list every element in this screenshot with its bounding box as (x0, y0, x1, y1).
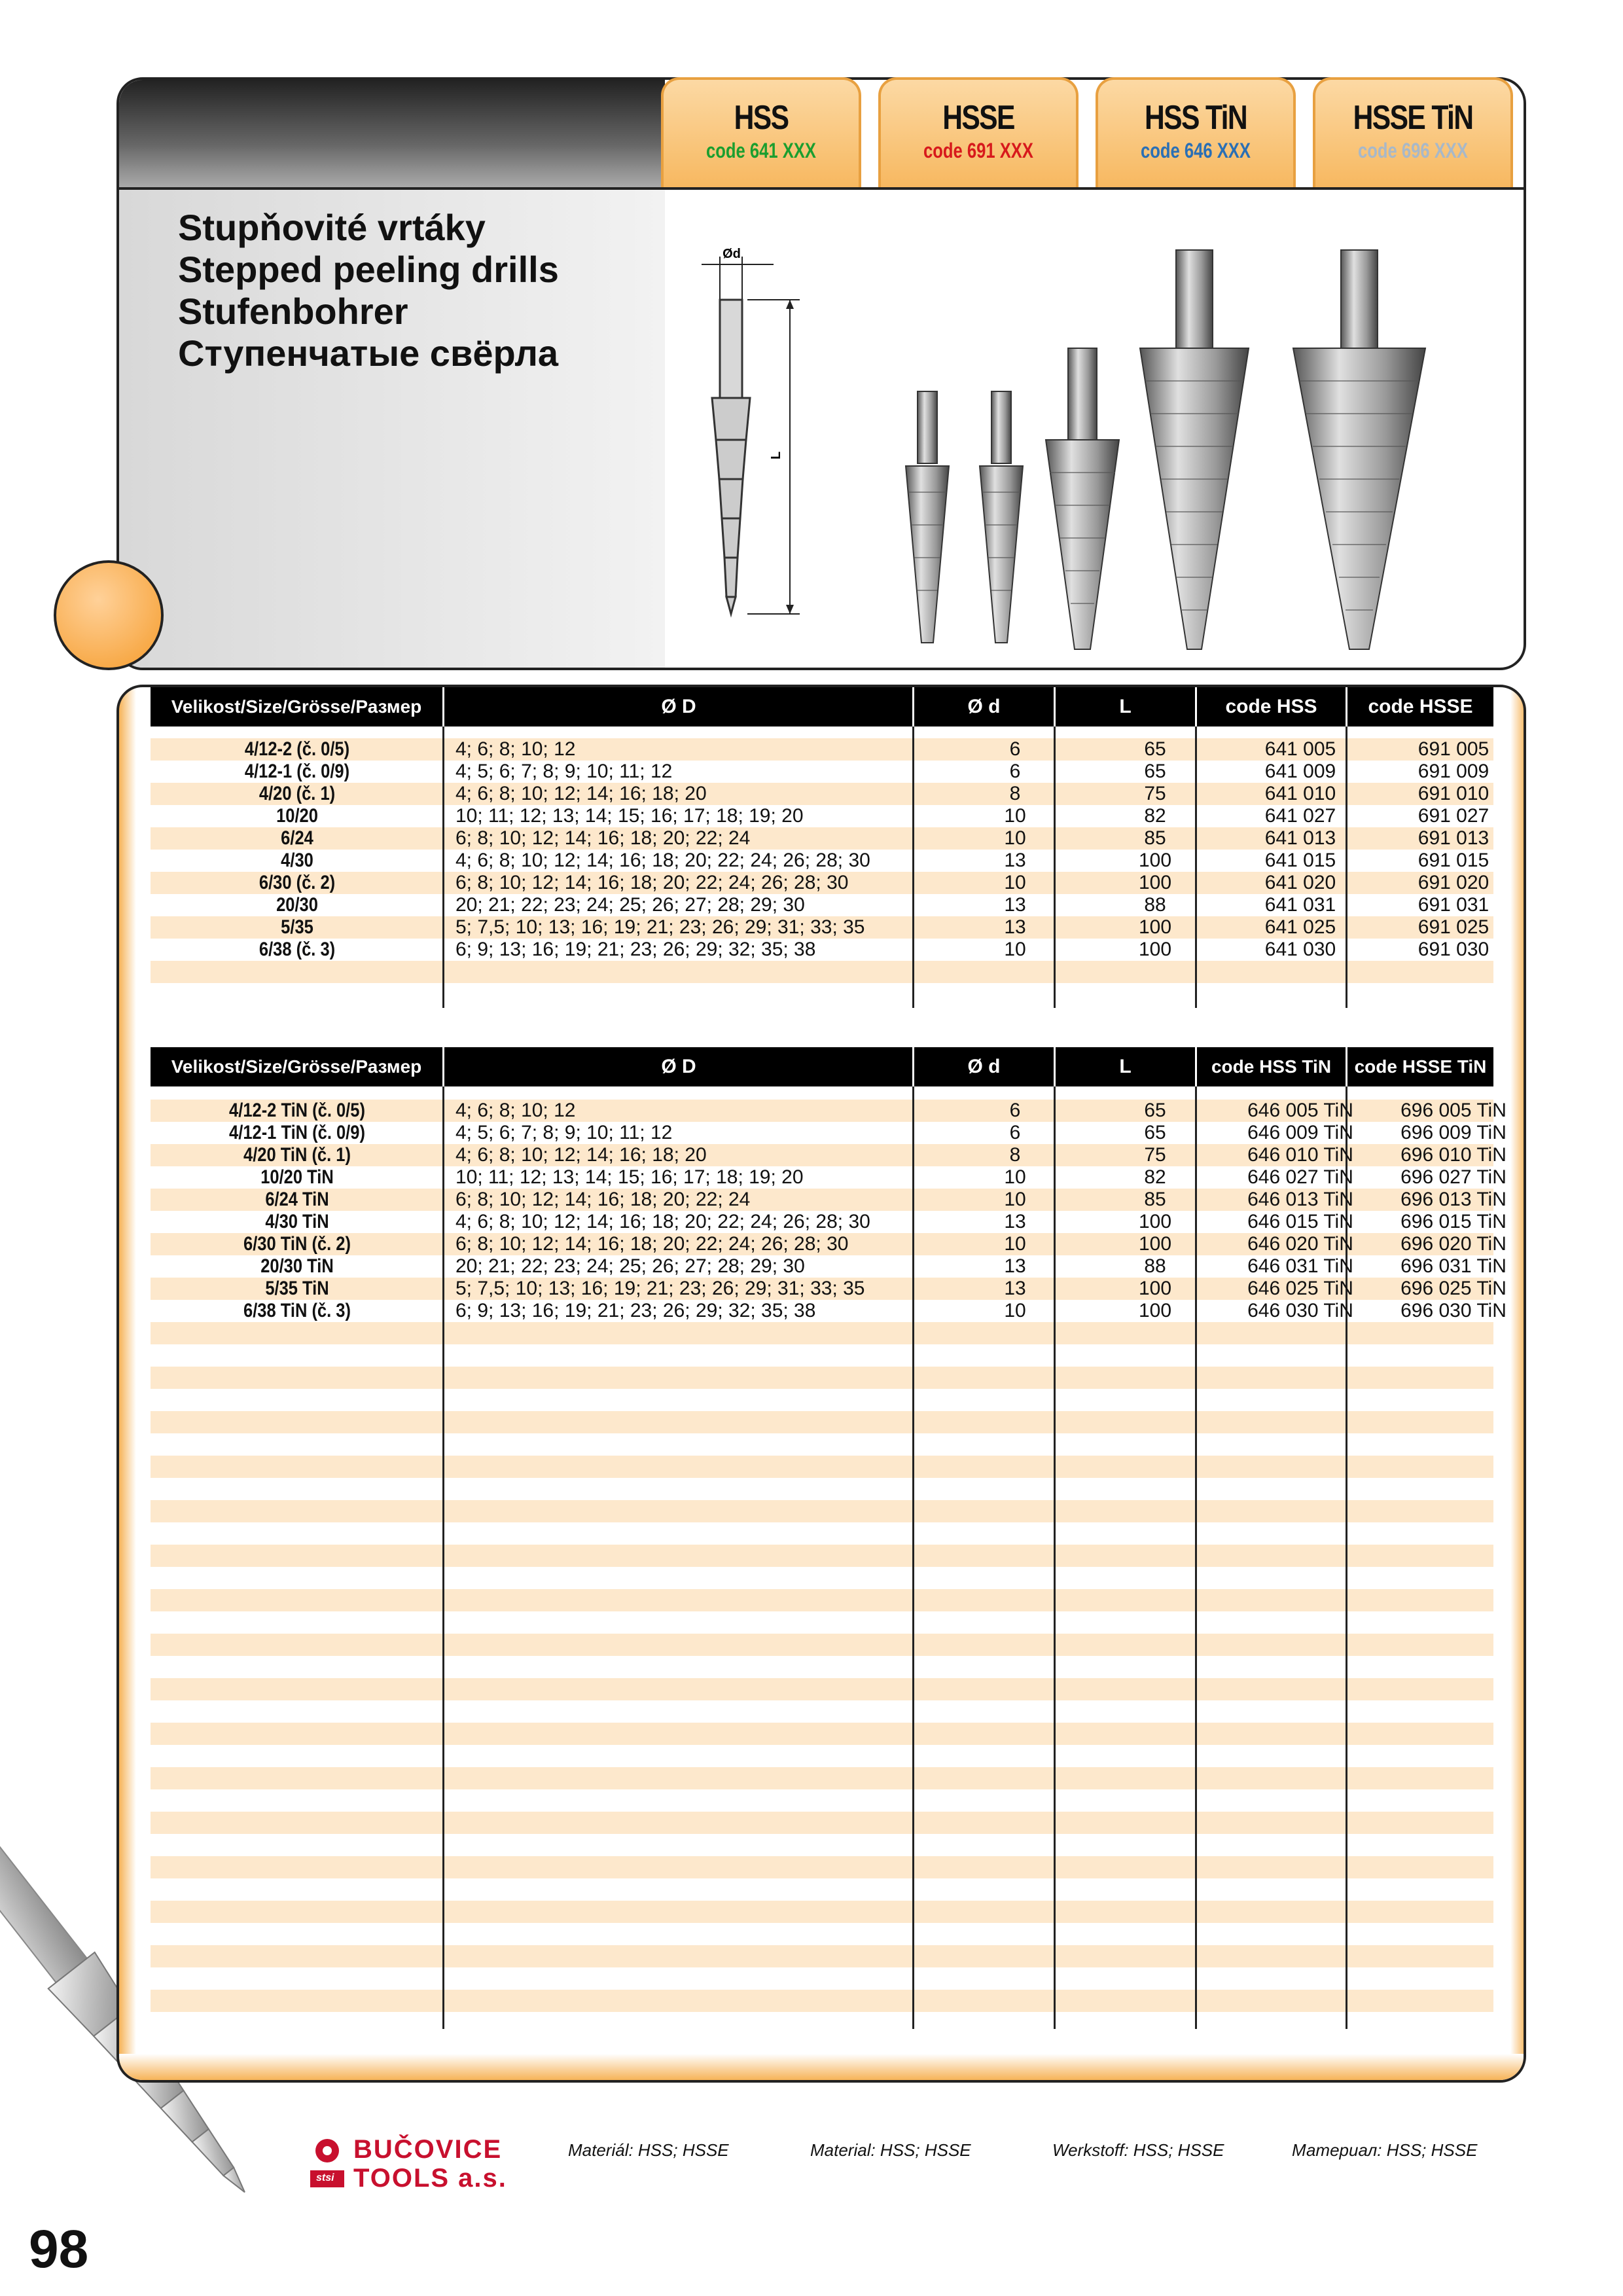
cell-size: 6/30 (č. 2) (259, 872, 336, 893)
orange-circle-marker (54, 560, 164, 670)
table-row (151, 1233, 1507, 1255)
cell-code2: 696 031 TiN (1400, 1255, 1507, 1277)
cell-L: 65 (1144, 1122, 1166, 1143)
table-row (151, 805, 1493, 827)
tab-hsse-tin (1313, 77, 1513, 187)
table-row (151, 1189, 1507, 1211)
cell-d: 10 (1004, 872, 1026, 893)
cell-size: 10/20 TiN (260, 1166, 334, 1188)
stripe-row (151, 1834, 1493, 1856)
cell-D: 4; 6; 8; 10; 12; 14; 16; 18; 20; 22; 24; 26; 28; 30 (455, 850, 870, 871)
cell-D: 6; 9; 13; 16; 19; 21; 23; 26; 29; 32; 35; 38 (455, 1300, 816, 1321)
cell-size: 5/35 TiN (265, 1278, 329, 1299)
table2-header-D: Ø D (661, 1056, 696, 1077)
cell-D: 4; 6; 8; 10; 12 (455, 738, 576, 760)
stripe-row (151, 1901, 1493, 1923)
cell-code1: 641 027 (1264, 805, 1336, 827)
cell-code2: 691 020 (1418, 872, 1489, 893)
cell-L: 65 (1144, 738, 1166, 760)
cell-D: 4; 6; 8; 10; 12 (455, 1100, 576, 1121)
cell-size: 6/24 (281, 827, 313, 849)
table-row (151, 939, 1493, 961)
stripe-row (151, 1945, 1493, 1967)
cell-d: 13 (1004, 894, 1026, 916)
cell-L: 75 (1144, 783, 1166, 804)
cell-size: 4/20 TiN (č. 1) (243, 1144, 351, 1166)
cell-code2: 696 013 TiN (1400, 1189, 1507, 1210)
cell-d: 8 (1009, 1144, 1021, 1166)
table-row (151, 1255, 1507, 1278)
table2-header-L: L (1119, 1056, 1132, 1077)
cell-D: 5; 7,5; 10; 13; 16; 19; 21; 23; 26; 29; 31; 33; 35 (455, 916, 865, 938)
stripe-row (151, 1500, 1493, 1522)
cell-code2: 691 015 (1418, 850, 1489, 871)
dim-d-label: Ød (722, 247, 741, 261)
stripe-row (151, 1322, 1493, 1344)
page-title (178, 207, 559, 374)
cell-D: 20; 21; 22; 23; 24; 25; 26; 27; 28; 29; 30 (455, 1255, 805, 1277)
cell-d: 10 (1004, 1233, 1026, 1255)
tab-hss-label: HSS (734, 99, 789, 137)
drill-5-icon (1293, 250, 1425, 649)
table-row (151, 1144, 1507, 1166)
cell-size: 4/30 TiN (265, 1211, 329, 1232)
cell-d: 10 (1004, 805, 1026, 827)
table-row (151, 1122, 1507, 1144)
table-row (151, 761, 1493, 783)
cell-code1: 641 005 (1264, 738, 1336, 760)
table1-header-D: Ø D (661, 696, 696, 717)
cell-L: 65 (1144, 1100, 1166, 1121)
stripe-row (151, 1856, 1493, 1878)
stripe-row (151, 1990, 1493, 2012)
stripe-row (151, 1878, 1493, 1901)
cell-code2: 696 010 TiN (1400, 1144, 1507, 1166)
cell-L: 100 (1138, 872, 1172, 893)
table-row (151, 1100, 1507, 1122)
cell-code1: 646 010 TiN (1247, 1144, 1353, 1166)
cell-code2: 691 027 (1418, 805, 1489, 827)
tab-hss-tin-code: code 646 XXX (1141, 139, 1251, 162)
cell-L: 82 (1144, 805, 1166, 827)
cell-d: 13 (1004, 1255, 1026, 1277)
title-russian: Ступенчатые свёрла (178, 332, 559, 374)
table1-header-code1: code HSS (1225, 696, 1317, 717)
tab-hsse-label: HSSE (942, 99, 1014, 137)
cell-D: 4; 6; 8; 10; 12; 14; 16; 18; 20 (455, 783, 707, 804)
cell-code1: 641 009 (1264, 761, 1336, 782)
stripe-row (151, 1589, 1493, 1611)
stripe-row (151, 1567, 1493, 1589)
cell-L: 100 (1138, 939, 1172, 960)
cell-D: 6; 8; 10; 12; 14; 16; 18; 20; 22; 24 (455, 1189, 751, 1210)
table-row (151, 1166, 1507, 1189)
cell-d: 10 (1004, 1300, 1026, 1321)
cell-d: 10 (1004, 1189, 1026, 1210)
table1-header-d: Ø d (967, 696, 1001, 717)
cell-code2: 691 025 (1418, 916, 1489, 938)
stripe-row (151, 1967, 1493, 1990)
table-row (151, 1211, 1507, 1233)
cell-size: 4/12-2 TiN (č. 0/5) (229, 1100, 365, 1121)
cell-D: 6; 8; 10; 12; 14; 16; 18; 20; 22; 24 (455, 827, 751, 849)
stripe-row (151, 1745, 1493, 1767)
cell-L: 88 (1144, 1255, 1166, 1277)
cell-d: 13 (1004, 1278, 1026, 1299)
cell-size: 6/38 (č. 3) (259, 939, 336, 960)
cell-L: 100 (1138, 1300, 1172, 1321)
brand-line2: TOOLS a.s. (353, 2164, 507, 2193)
stripe-row (151, 1411, 1493, 1433)
cell-size: 4/12-1 (č. 0/9) (244, 761, 350, 782)
cell-L: 100 (1138, 916, 1172, 938)
cell-d: 6 (1009, 1100, 1021, 1121)
cell-L: 100 (1138, 850, 1172, 871)
cell-d: 10 (1004, 1166, 1026, 1188)
cell-code2: 696 027 TiN (1400, 1166, 1507, 1188)
cell-code1: 646 005 TiN (1247, 1100, 1353, 1121)
stripe-row (151, 1634, 1493, 1656)
cell-code1: 641 020 (1264, 872, 1336, 893)
cell-d: 8 (1009, 783, 1021, 804)
cell-D: 6; 9; 13; 16; 19; 21; 23; 26; 29; 32; 35; 38 (455, 939, 816, 960)
cell-d: 6 (1009, 738, 1021, 760)
table1-header-code2: code HSSE (1368, 696, 1473, 717)
stripe-row (151, 1433, 1493, 1456)
stripe-row (151, 1522, 1493, 1545)
table-row (151, 738, 1493, 761)
header-dark-band (119, 80, 665, 187)
cell-code2: 696 015 TiN (1400, 1211, 1507, 1232)
tab-hsse-tin-code: code 696 XXX (1358, 139, 1468, 162)
cell-L: 88 (1144, 894, 1166, 916)
stripe-row (151, 2012, 1493, 2034)
cell-size: 10/20 (276, 805, 318, 827)
stripe-row (151, 1367, 1493, 1389)
drill-4-icon (1140, 250, 1249, 649)
table-row (151, 850, 1493, 872)
cell-L: 100 (1138, 1233, 1172, 1255)
cell-L: 82 (1144, 1166, 1166, 1188)
table2-header-size: Velikost/Size/Grösse/Размер (171, 1056, 422, 1077)
drill-2-icon (980, 391, 1023, 643)
stripe-row (151, 1812, 1493, 1834)
table1-header (151, 687, 1493, 726)
stripe-row (151, 1923, 1493, 1945)
table-row (151, 872, 1493, 894)
stripe-row (151, 1344, 1493, 1367)
stripe-row (151, 1678, 1493, 1700)
cell-D: 4; 5; 6; 7; 8; 9; 10; 11; 12 (455, 1122, 673, 1143)
cell-d: 13 (1004, 916, 1026, 938)
tab-hss (661, 77, 861, 187)
cell-code1: 646 020 TiN (1247, 1233, 1353, 1255)
cell-D: 4; 5; 6; 7; 8; 9; 10; 11; 12 (455, 761, 673, 782)
stripe-row (151, 1656, 1493, 1678)
table-row (151, 1300, 1507, 1322)
brand-mark: stsi (316, 2172, 334, 2183)
tables-panel (116, 685, 1526, 2083)
cell-code2: 691 013 (1418, 827, 1489, 849)
cell-code1: 646 013 TiN (1247, 1189, 1353, 1210)
tab-hss-tin-label: HSS TiN (1145, 99, 1247, 137)
table1-body (151, 738, 1493, 961)
table2-header-d: Ø d (967, 1056, 1001, 1077)
cell-D: 10; 11; 12; 13; 14; 15; 16; 17; 18; 19; 20 (455, 1166, 804, 1188)
cell-d: 10 (1004, 827, 1026, 849)
cell-D: 6; 8; 10; 12; 14; 16; 18; 20; 22; 24; 26; 28; 30 (455, 872, 849, 893)
stripe-row (151, 1389, 1493, 1411)
cell-L: 100 (1138, 1278, 1172, 1299)
cell-code1: 641 030 (1264, 939, 1336, 960)
cell-d: 10 (1004, 939, 1026, 960)
stripe-row (151, 1611, 1493, 1634)
stripe-row (151, 1456, 1493, 1478)
cell-d: 6 (1009, 761, 1021, 782)
tab-hsse (878, 77, 1079, 187)
dim-L-label: L (769, 451, 783, 459)
cell-code1: 641 010 (1264, 783, 1336, 804)
tab-hss-tin (1096, 77, 1296, 187)
cell-code1: 646 015 TiN (1247, 1211, 1353, 1232)
stripe-row (151, 1767, 1493, 1789)
cell-size: 6/38 TiN (č. 3) (243, 1300, 351, 1321)
table2-header (151, 1047, 1493, 1086)
cell-code1: 646 027 TiN (1247, 1166, 1353, 1188)
cell-D: 20; 21; 22; 23; 24; 25; 26; 27; 28; 29; 30 (455, 894, 805, 916)
cell-code2: 696 025 TiN (1400, 1278, 1507, 1299)
cell-code2: 691 010 (1418, 783, 1489, 804)
cell-size: 4/20 (č. 1) (259, 783, 336, 804)
cell-size: 4/12-2 (č. 0/5) (244, 738, 350, 760)
cell-code1: 641 015 (1264, 850, 1336, 871)
stripe-row (151, 1700, 1493, 1723)
cell-code1: 641 013 (1264, 827, 1336, 849)
cell-D: 10; 11; 12; 13; 14; 15; 16; 17; 18; 19; 20 (455, 805, 804, 827)
table1-header-size: Velikost/Size/Grösse/Размер (171, 696, 422, 717)
panel-bottom-gradient (119, 2054, 1526, 2080)
tab-hsse-code: code 691 XXX (923, 139, 1033, 162)
cell-size: 4/12-1 TiN (č. 0/9) (229, 1122, 365, 1143)
cell-code1: 646 025 TiN (1247, 1278, 1353, 1299)
table-row (151, 827, 1493, 850)
cell-L: 85 (1144, 1189, 1166, 1210)
cell-size: 4/30 (281, 850, 313, 871)
material-ru: Материал: HSS; HSSE (1292, 2140, 1478, 2160)
cell-L: 85 (1144, 827, 1166, 849)
cell-L: 100 (1138, 1211, 1172, 1232)
page-number: 98 (29, 2219, 89, 2279)
cell-D: 4; 6; 8; 10; 12; 14; 16; 18; 20 (455, 1144, 707, 1166)
gear-logo-icon (308, 2135, 347, 2194)
table2-header-code1: code HSS TiN (1211, 1056, 1332, 1077)
cell-code2: 696 005 TiN (1400, 1100, 1507, 1121)
material-en: Material: HSS; HSSE (810, 2140, 971, 2160)
cell-code1: 641 031 (1264, 894, 1336, 916)
cell-code1: 641 025 (1264, 916, 1336, 938)
cell-D: 6; 8; 10; 12; 14; 16; 18; 20; 22; 24; 26; 28; 30 (455, 1233, 849, 1255)
stripe-row (151, 1478, 1493, 1500)
cell-d: 13 (1004, 1211, 1026, 1232)
tab-hsse-tin-label: HSSE TiN (1353, 99, 1473, 137)
table-row (151, 894, 1493, 916)
table-row (151, 1278, 1507, 1300)
table-row (151, 783, 1493, 805)
cell-code2: 691 030 (1418, 939, 1489, 960)
cell-code2: 696 030 TiN (1400, 1300, 1507, 1321)
title-german: Stufenbohrer (178, 291, 408, 332)
cell-size: 5/35 (281, 916, 313, 938)
cell-L: 75 (1144, 1144, 1166, 1166)
cell-size: 6/24 TiN (265, 1189, 329, 1210)
material-de: Werkstoff: HSS; HSSE (1052, 2140, 1224, 2160)
table-row (151, 916, 1493, 939)
drill-1-icon (906, 391, 949, 643)
cell-d: 13 (1004, 850, 1026, 871)
cell-code2: 696 009 TiN (1400, 1122, 1507, 1143)
stripe-row (151, 983, 1493, 1005)
cell-code1: 646 030 TiN (1247, 1300, 1353, 1321)
table2-body (151, 1100, 1507, 1322)
cell-code1: 646 031 TiN (1247, 1255, 1353, 1277)
cell-code1: 646 009 TiN (1247, 1122, 1353, 1143)
title-czech: Stupňovité vrtáky (178, 207, 486, 248)
stripe-row (151, 961, 1493, 983)
cell-D: 5; 7,5; 10; 13; 16; 19; 21; 23; 26; 29; 31; 33; 35 (455, 1278, 865, 1299)
table2-header-code2: code HSSE TiN (1354, 1056, 1487, 1077)
product-drills-image (865, 237, 1520, 669)
cell-size: 20/30 TiN (260, 1255, 334, 1277)
cell-code2: 691 009 (1418, 761, 1489, 782)
cell-D: 4; 6; 8; 10; 12; 14; 16; 18; 20; 22; 24; 26; 28; 30 (455, 1211, 870, 1232)
stripe-row (151, 1789, 1493, 1812)
cell-code2: 691 031 (1418, 894, 1489, 916)
cell-L: 65 (1144, 761, 1166, 782)
material-cz: Materiál: HSS; HSSE (568, 2140, 729, 2160)
cell-size: 6/30 TiN (č. 2) (243, 1233, 351, 1255)
tab-hss-code: code 641 XXX (706, 139, 816, 162)
stripe-row (151, 1545, 1493, 1567)
cell-code2: 691 005 (1418, 738, 1489, 760)
table1-header-L: L (1119, 696, 1132, 717)
cell-code2: 696 020 TiN (1400, 1233, 1507, 1255)
stripe-row (151, 1723, 1493, 1745)
title-english: Stepped peeling drills (178, 249, 559, 290)
cell-size: 20/30 (276, 894, 318, 916)
cell-d: 6 (1009, 1122, 1021, 1143)
brand-line1: BUČOVICE (353, 2135, 503, 2164)
